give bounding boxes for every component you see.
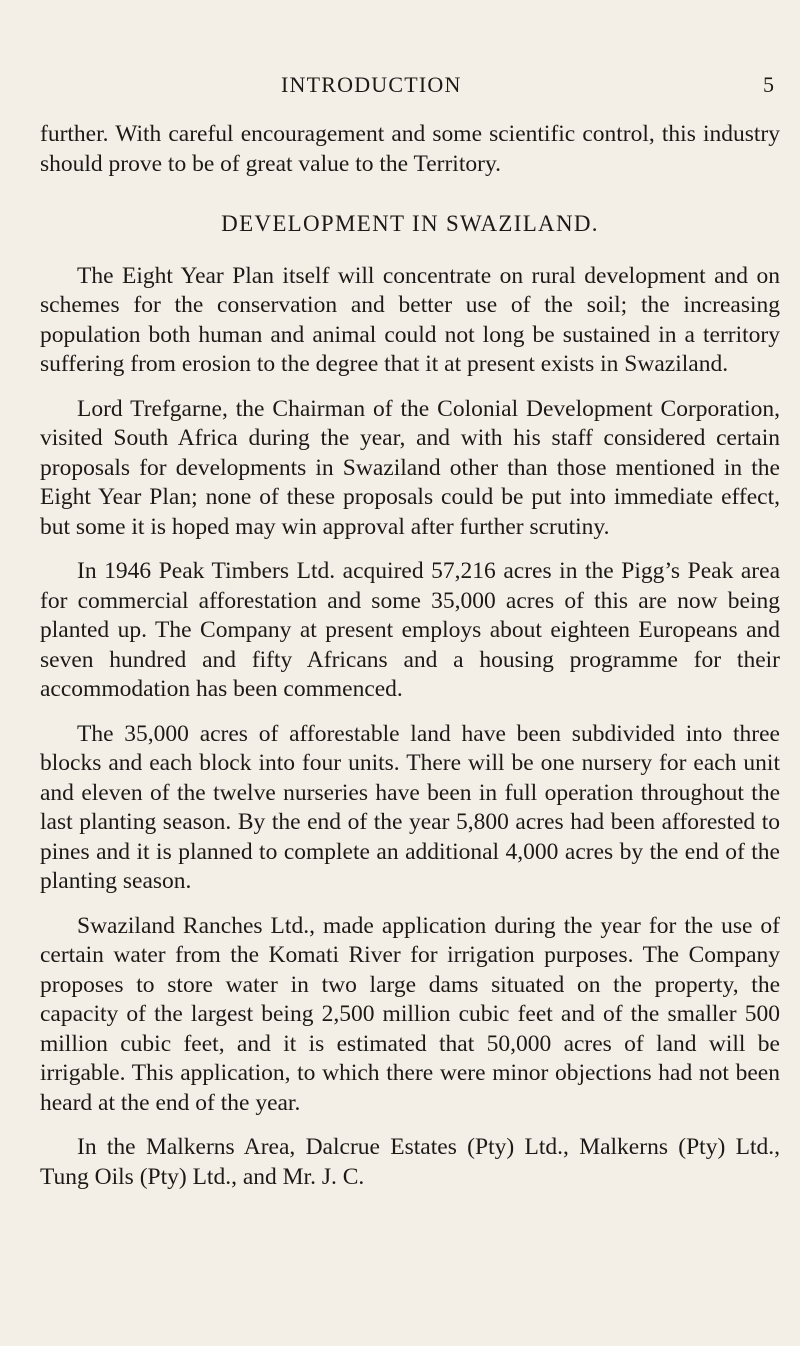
paragraph-swaziland-ranches: Swaziland Ranches Ltd., made application during the year for the use of certain water from the Komati River for irrigation purposes. The Company proposes to store water in two large dams situated on the property, the capacity of the largest being 2,500 million cubic feet and of the smaller 500 million cubic feet, and it is estimated that 50,000 acres of land will be irrigable. This application, to which there were minor objections had not been heard at the end of the year. <box>40 912 780 1116</box>
running-title: INTRODUCTION <box>281 72 462 97</box>
body-text <box>40 120 780 1192</box>
page-number: 5 <box>763 72 774 97</box>
running-head <box>0 72 800 108</box>
paragraph-continuation: further. With careful encouragement and some scientific control, this industry should prove to be of great value to the Territory. <box>40 121 780 177</box>
paragraph-afforestable-land: The 35,000 acres of afforestable land have been subdivided into three blocks and each block into four units. There will be one nursery for each unit and eleven of the twelve nurseries have been in full operation throughout the last planting season. By the end of the year 5,800 acres had been afforested to pines and it is planned to complete an additional 4,000 acres by the end of the planting season. <box>40 720 780 894</box>
paragraph-eight-year-plan: The Eight Year Plan itself will concentrate on rural development and on schemes for the conservation and better use of the soil; the increasing population both human and animal could not long be sustained in a territory suffering from erosion to the degree that it at present exists in Swaziland. <box>40 262 780 377</box>
section-heading: DEVELOPMENT IN SWAZILAND. <box>221 211 599 236</box>
paragraph-lord-trefgarne: Lord Trefgarne, the Chairman of the Colonial Development Corporation, visited South Africa during the year, and with his staff considered certain proposals for developments in Swaziland other than those mentioned in the Eight Year Plan; none of these proposals could be put into immediate effect, but some it is hoped may win approval after further scrutiny. <box>40 395 780 540</box>
paragraph-malkerns-area: In the Malkerns Area, Dalcrue Estates (Pty) Ltd., Malkerns (Pty) Ltd., Tung Oils (Pty) Ltd., and Mr. J. C. <box>40 1134 780 1190</box>
paragraph-peak-timbers: In 1946 Peak Timbers Ltd. acquired 57,216 acres in the Pigg’s Peak area for commercial afforestation and some 35,000 acres of this are now being planted up. The Company at present employs about eighteen Europeans and seven hundred and fifty Africans and a housing programme for their accommodation has been commenced. <box>40 558 780 702</box>
